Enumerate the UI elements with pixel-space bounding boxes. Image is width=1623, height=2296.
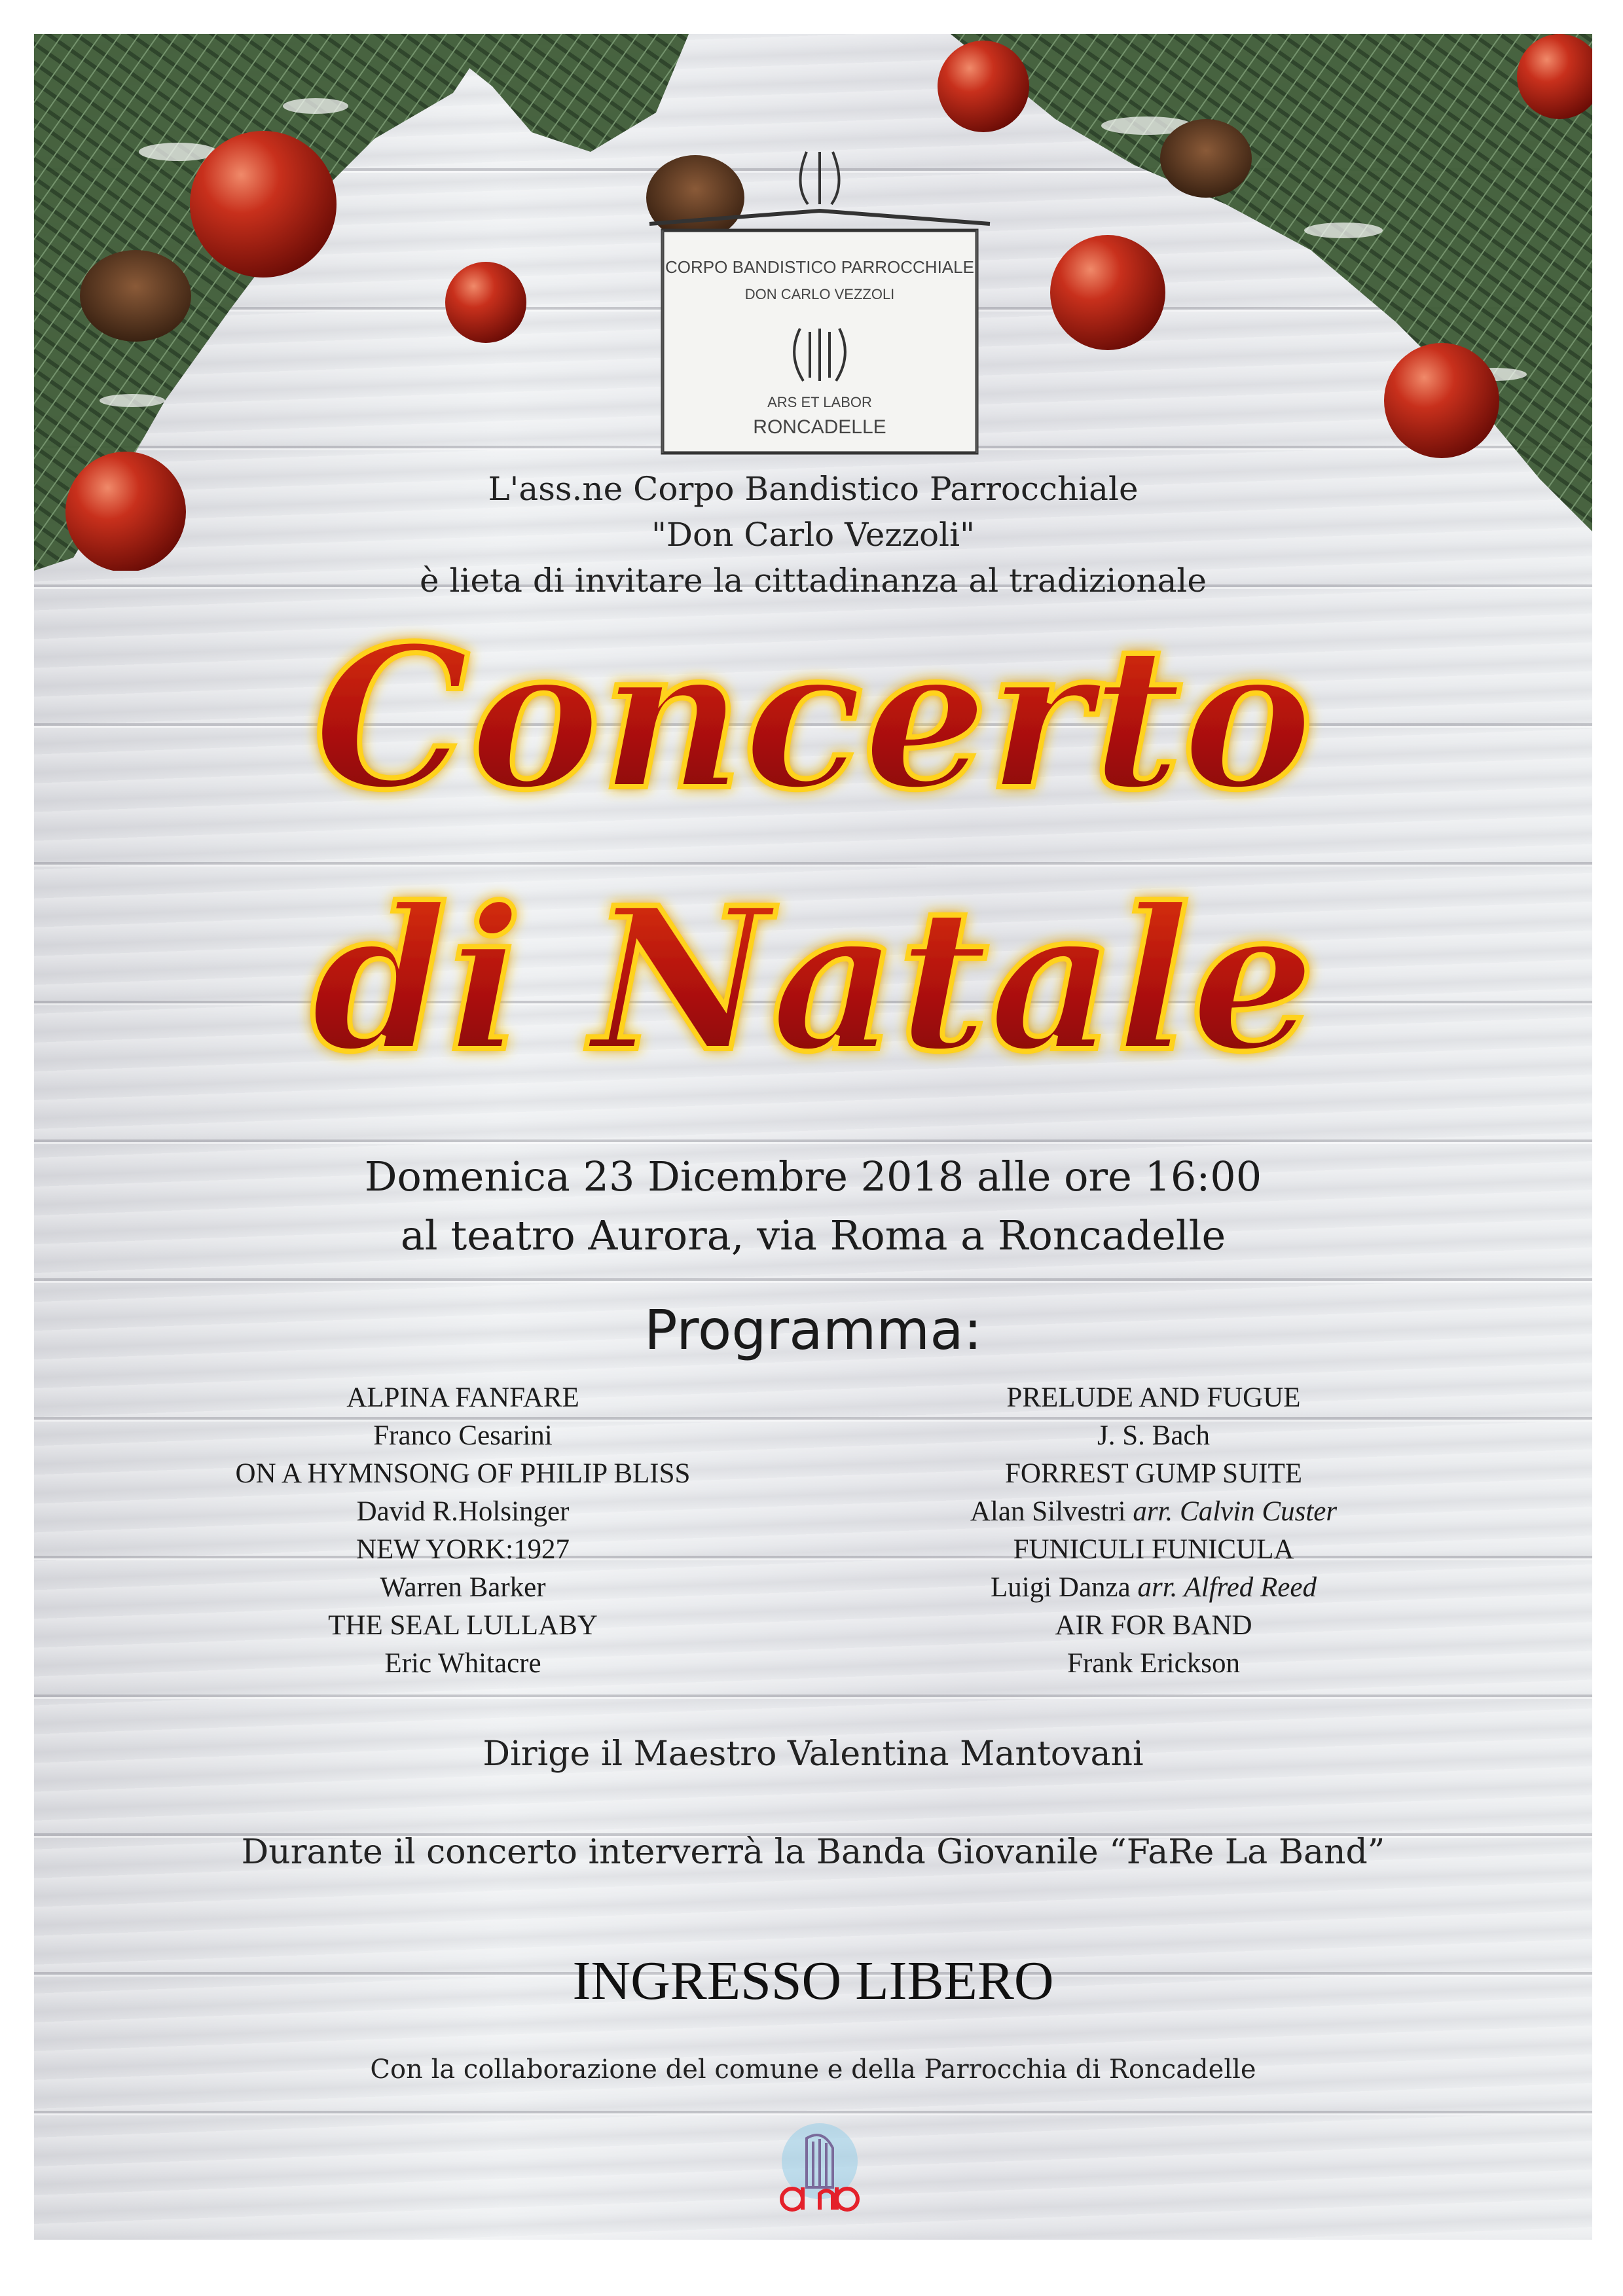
program-piece-credit: [826, 1493, 1481, 1531]
collaboration-line: Con la collaborazione del comune e della Parrocchia di Roncadelle: [370, 2054, 1256, 2085]
program-piece-composer: Franco Cesarini: [373, 1420, 553, 1451]
program-piece-title: FUNICULI FUNICULA: [1013, 1534, 1294, 1565]
program-piece-title: AIR FOR BAND: [1055, 1610, 1252, 1641]
intro-line-3: è lieta di invitare la cittadinanza al tradizionale: [420, 562, 1207, 600]
conductor-line: Dirige il Maestro Valentina Mantovani: [483, 1734, 1144, 1774]
program-piece-composer: Frank Erickson: [1067, 1648, 1240, 1679]
program-column-right: [826, 1379, 1481, 1683]
program-piece-title: PRELUDE AND FUGUE: [1006, 1382, 1301, 1413]
program-piece-title: ALPINA FANFARE: [346, 1382, 579, 1413]
program-piece-composer: J. S. Bach: [1097, 1420, 1210, 1451]
poster: [34, 34, 1592, 2240]
intro-line-1: L'ass.ne Corpo Bandistico Parrocchiale: [488, 470, 1139, 508]
emblem-line-1: CORPO BANDISTICO PARROCCHIALE: [665, 257, 974, 277]
program-heading: Programma:: [644, 1298, 983, 1362]
program-column-left: [136, 1379, 790, 1683]
lyre-icon: [800, 152, 839, 204]
emblem-line-2: DON CARLO VEZZOLI: [744, 286, 895, 302]
abmb-logo: [761, 2089, 879, 2220]
program-piece-credit: [826, 1569, 1481, 1607]
emblem-line-3: ARS ET LABOR: [767, 394, 872, 410]
program-piece-title: THE SEAL LULLABY: [328, 1610, 598, 1641]
program-piece-title: ON A HYMNSONG OF PHILIP BLISS: [235, 1458, 691, 1489]
program-piece-composer: Warren Barker: [380, 1572, 546, 1603]
concert-title: [34, 597, 1592, 1134]
program-piece-composer: David R.Holsinger: [356, 1496, 570, 1527]
band-emblem: [636, 132, 1003, 473]
program-piece-composer: Alan Silvestri: [970, 1496, 1126, 1527]
youth-band-line: Durante il concerto interverrà la Banda Giovanile “FaRe La Band”: [241, 1833, 1385, 1872]
program-piece-composer: Eric Whitacre: [384, 1648, 541, 1679]
emblem-line-4: RONCADELLE: [753, 416, 886, 438]
program-piece-title: NEW YORK:1927: [356, 1534, 570, 1565]
event-venue: al teatro Aurora, via Roma a Roncadelle: [400, 1211, 1226, 1259]
title-line-2: di Natale: [310, 864, 1316, 1095]
program-piece-arranger: arr. Alfred Reed: [1137, 1572, 1317, 1603]
title-line-1: Concerto: [313, 602, 1313, 833]
program-piece-arranger: arr. Calvin Custer: [1133, 1496, 1338, 1527]
intro-line-2: "Don Carlo Vezzoli": [651, 516, 976, 554]
admission-free: INGRESSO LIBERO: [572, 1950, 1054, 2011]
program-piece-title: FORREST GUMP SUITE: [1005, 1458, 1302, 1489]
program-piece-composer: Luigi Danza: [991, 1572, 1131, 1603]
event-date-time: Domenica 23 Dicembre 2018 alle ore 16:00: [364, 1153, 1262, 1200]
